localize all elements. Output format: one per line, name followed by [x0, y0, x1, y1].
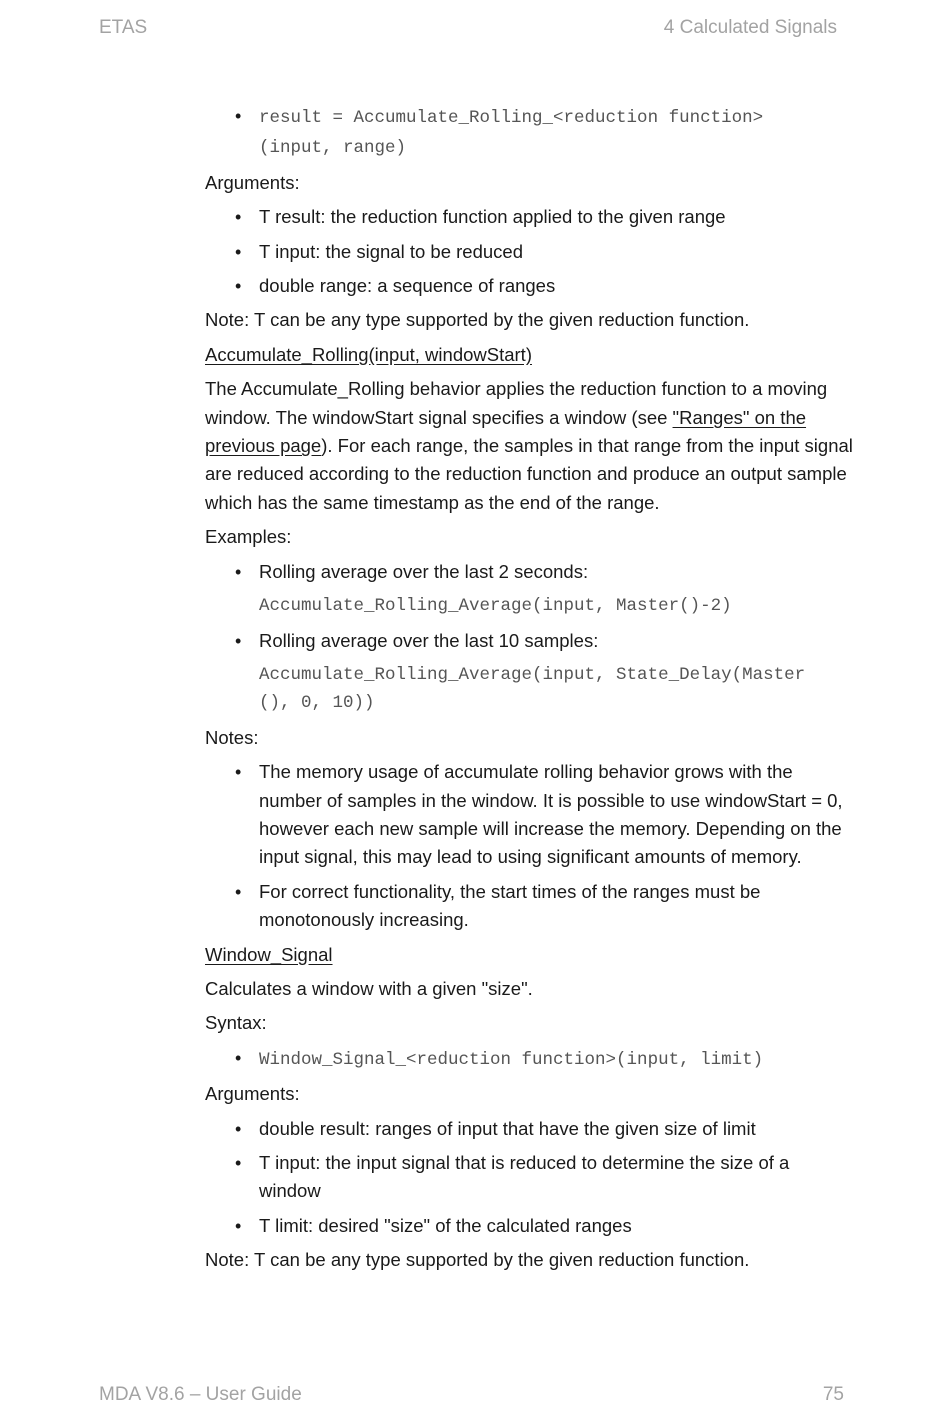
argument-text: double range: a sequence of ranges: [259, 275, 556, 297]
paragraph-text-2: ). For each range, the samples in that range from the input signal are reduced according to the reduction function and produce an output sample which has the same timestamp as the end of the range.: [205, 435, 853, 513]
notes-label: Notes:: [205, 726, 259, 748]
syntax-list-1: [205, 102, 855, 163]
example-code-line1: Accumulate_Rolling_Average(input, State_Delay(Master: [259, 664, 806, 685]
page-number: 75: [822, 1384, 844, 1405]
note-text: For correct functionality, the start times of the ranges must be monotonously increasing.: [259, 880, 761, 931]
syntax-code-line2: (input, range): [259, 138, 407, 159]
header-right: 4 Calculated Signals: [663, 17, 837, 38]
arguments-label: Arguments:: [205, 1083, 300, 1105]
note-text: The memory usage of accumulate rolling behavior grows with the number of samples in the window. It is possible to use windowStart = 0, however each new sample will increase the memory. Depending on the input signal, this may lead to using significant amounts of memory.: [259, 761, 843, 868]
arguments-label: Arguments:: [205, 171, 300, 193]
list-item: [205, 558, 855, 621]
list-item: [205, 1044, 855, 1074]
bullet-icon: •: [235, 630, 242, 651]
list-item: [205, 1115, 855, 1143]
list-item: [205, 238, 855, 266]
example-text: Rolling average over the last 2 seconds:: [259, 560, 589, 582]
argument-text: T limit: desired "size" of the calculated ranges: [259, 1214, 632, 1236]
argument-text: double result: ranges of input that have the given size of limit: [259, 1117, 756, 1139]
list-item: [205, 203, 855, 231]
paragraph-window-signal: Calculates a window with a given "size".: [205, 977, 533, 999]
page-content: [205, 102, 855, 1281]
bullet-icon: •: [235, 881, 242, 902]
notes-list: [205, 758, 855, 934]
bullet-icon: •: [235, 241, 242, 262]
ranges-link[interactable]: "Ranges" on the previous page: [205, 406, 807, 457]
bullet-icon: •: [235, 1153, 242, 1173]
bullet-icon: •: [235, 1047, 242, 1068]
bullet-icon: •: [235, 276, 242, 297]
paragraph-text-1: The Accumulate_Rolling behavior applies the reduction function to a moving window. The windowStart signal specifies a window (see: [205, 378, 828, 428]
syntax-code: Window_Signal_<reduction function>(input, limit): [259, 1049, 764, 1070]
example-code-line2: (), 0, 10)): [259, 693, 375, 714]
bullet-icon: •: [235, 207, 242, 228]
argument-text: T result: the reduction function applied to the given range: [259, 206, 726, 228]
syntax-label: Syntax:: [205, 1012, 267, 1034]
list-item: [205, 1212, 855, 1240]
list-item: [205, 878, 855, 935]
argument-text: T input: the signal to be reduced: [259, 240, 523, 262]
bullet-icon: •: [235, 1118, 242, 1139]
heading-text: Accumulate_Rolling(input, windowStart): [205, 343, 532, 365]
examples-label: Examples:: [205, 526, 292, 548]
header-left: ETAS: [99, 17, 148, 38]
bullet-icon: •: [235, 1215, 242, 1236]
section-heading-window-signal: [205, 941, 855, 969]
list-item: [205, 102, 855, 163]
footer-left: MDA V8.6 – User Guide: [99, 1384, 302, 1405]
examples-list: [205, 558, 855, 718]
paragraph-accumulate-rolling: [205, 375, 855, 517]
bullet-icon: •: [235, 762, 242, 783]
example-code: [259, 661, 855, 718]
syntax-list-2: [205, 1044, 855, 1074]
argument-text: T input: the input signal that is reduced to determine the size of a window: [259, 1152, 790, 1202]
list-item: [205, 758, 855, 872]
section-heading-accumulate-rolling: [205, 341, 855, 369]
note-2: Note: T can be any type supported by the given reduction function.: [205, 1249, 750, 1271]
list-item: [205, 272, 855, 300]
bullet-icon: •: [235, 561, 242, 582]
heading-text: Window_Signal: [205, 943, 333, 965]
example-code: Accumulate_Rolling_Average(input, Master()-2): [259, 596, 732, 617]
arguments-list-2: [205, 1115, 855, 1241]
list-item: [205, 627, 855, 718]
list-item: [205, 1149, 855, 1206]
note-1: Note: T can be any type supported by the given reduction function.: [205, 309, 750, 331]
syntax-code-line1: result = Accumulate_Rolling_<reduction function>: [259, 108, 764, 128]
bullet-icon: •: [235, 106, 242, 126]
example-text: Rolling average over the last 10 samples:: [259, 629, 599, 651]
arguments-list-1: [205, 203, 855, 300]
